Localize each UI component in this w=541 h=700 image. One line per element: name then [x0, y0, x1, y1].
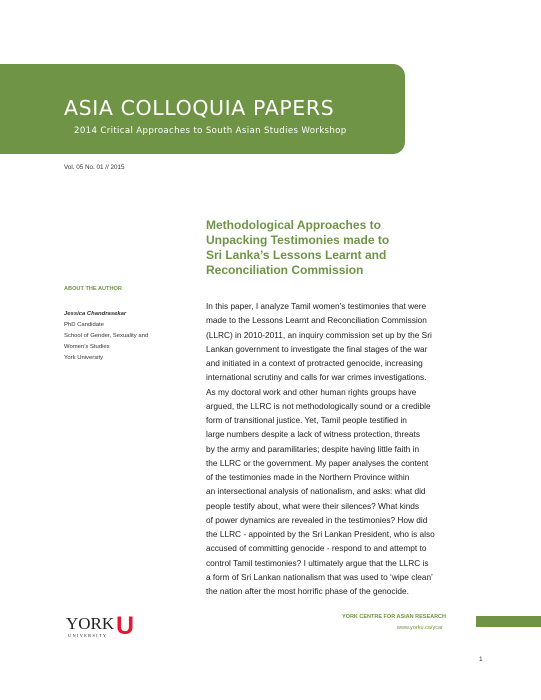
logo-u-mark: U — [116, 612, 135, 640]
york-university-logo — [66, 612, 138, 644]
abstract-line: the nation after the most horrific phase of the genocide. — [206, 586, 409, 596]
abstract-line: international scrutiny and calls for war crimes investigations. — [206, 372, 427, 383]
abstract-line: form of transitional justice. Yet, Tamil people testified in — [206, 415, 407, 425]
abstract-line: by the army and paramilitaries; despite having little faith in — [206, 443, 420, 454]
abstract-line: accused of committing genocide - respond to and attempt to — [206, 543, 427, 554]
abstract-line: of power dynamics are revealed in the testimonies? How did — [206, 514, 428, 525]
abstract-line: argued, the LLRC is not methodologically sound or a credible — [206, 400, 431, 411]
research-centre-url[interactable]: www.yorku.ca/ycar — [397, 625, 443, 631]
abstract-line: Lankan government to investigate the final stages of the war — [206, 343, 428, 354]
volume-info: Vol. 05 No. 01 // 2015 — [64, 164, 125, 171]
abstract-line: In this paper, I analyze Tamil women’s testimonies that were — [206, 301, 427, 311]
abstract-line: and initiated in a context of protracted genocide, increasing — [206, 358, 423, 368]
footer-accent-rule — [476, 616, 541, 627]
abstract-line: the LLRC - appointed by the Sri Lankan President, who is also — [206, 529, 435, 539]
abstract-line: an intersectional analysis of nationalism, and asks: what did — [206, 486, 426, 497]
page-number: 1 — [479, 656, 483, 663]
abstract-line: a form of Sri Lankan nationalism that was used to ‘wipe clean’ — [206, 571, 433, 582]
logo-subtext: UNIVERSITY — [68, 633, 108, 638]
paper-title-line: Reconciliation Commission — [206, 263, 364, 277]
abstract-line: control Tamil testimonies? I ultimately argue that the LLRC is — [206, 557, 429, 568]
abstract-line: of the testimonies made in the Northern Province within — [206, 472, 410, 482]
logo-wordmark: YORK — [66, 614, 115, 633]
abstract-line: large numbers despite a lack of witness protection, threats — [206, 429, 420, 440]
abstract-line: (LLRC) in 2010-2011, an inquiry commission set up by the Sri — [206, 329, 432, 340]
author-info — [64, 309, 184, 364]
author-department-line: Women’s Studies — [64, 344, 110, 350]
series-title: ASIA COLLOQUIA PAPERS — [64, 96, 335, 120]
author-department-line: School of Gender, Sexuality and — [64, 333, 149, 339]
author-role: PhD Candidate — [64, 322, 104, 328]
about-author-heading: ABOUT THE AUTHOR — [64, 286, 122, 292]
paper-title-line: Sri Lanka’s Lessons Learnt and — [206, 248, 387, 262]
author-institution: York University — [64, 355, 104, 361]
abstract — [206, 299, 476, 598]
series-subtitle: 2014 Critical Approaches to South Asian Studies Workshop — [74, 126, 347, 136]
abstract-line: people testify about, what were their silences? What kinds — [206, 500, 420, 511]
paper-title — [206, 218, 466, 278]
abstract-line: made to the Lessons Learnt and Reconciliation Commission — [206, 315, 427, 326]
abstract-line: the LLRC or the government. My paper analyses the content — [206, 457, 429, 468]
abstract-line: As my doctoral work and other human rights groups have — [206, 386, 417, 397]
paper-title-line: Methodological Approaches to — [206, 218, 381, 232]
author-name: Jessica Chandrasekar — [64, 311, 127, 317]
paper-title-line: Unpacking Testimonies made to — [206, 233, 390, 247]
research-centre-name: YORK CENTRE FOR ASIAN RESEARCH — [342, 614, 446, 620]
